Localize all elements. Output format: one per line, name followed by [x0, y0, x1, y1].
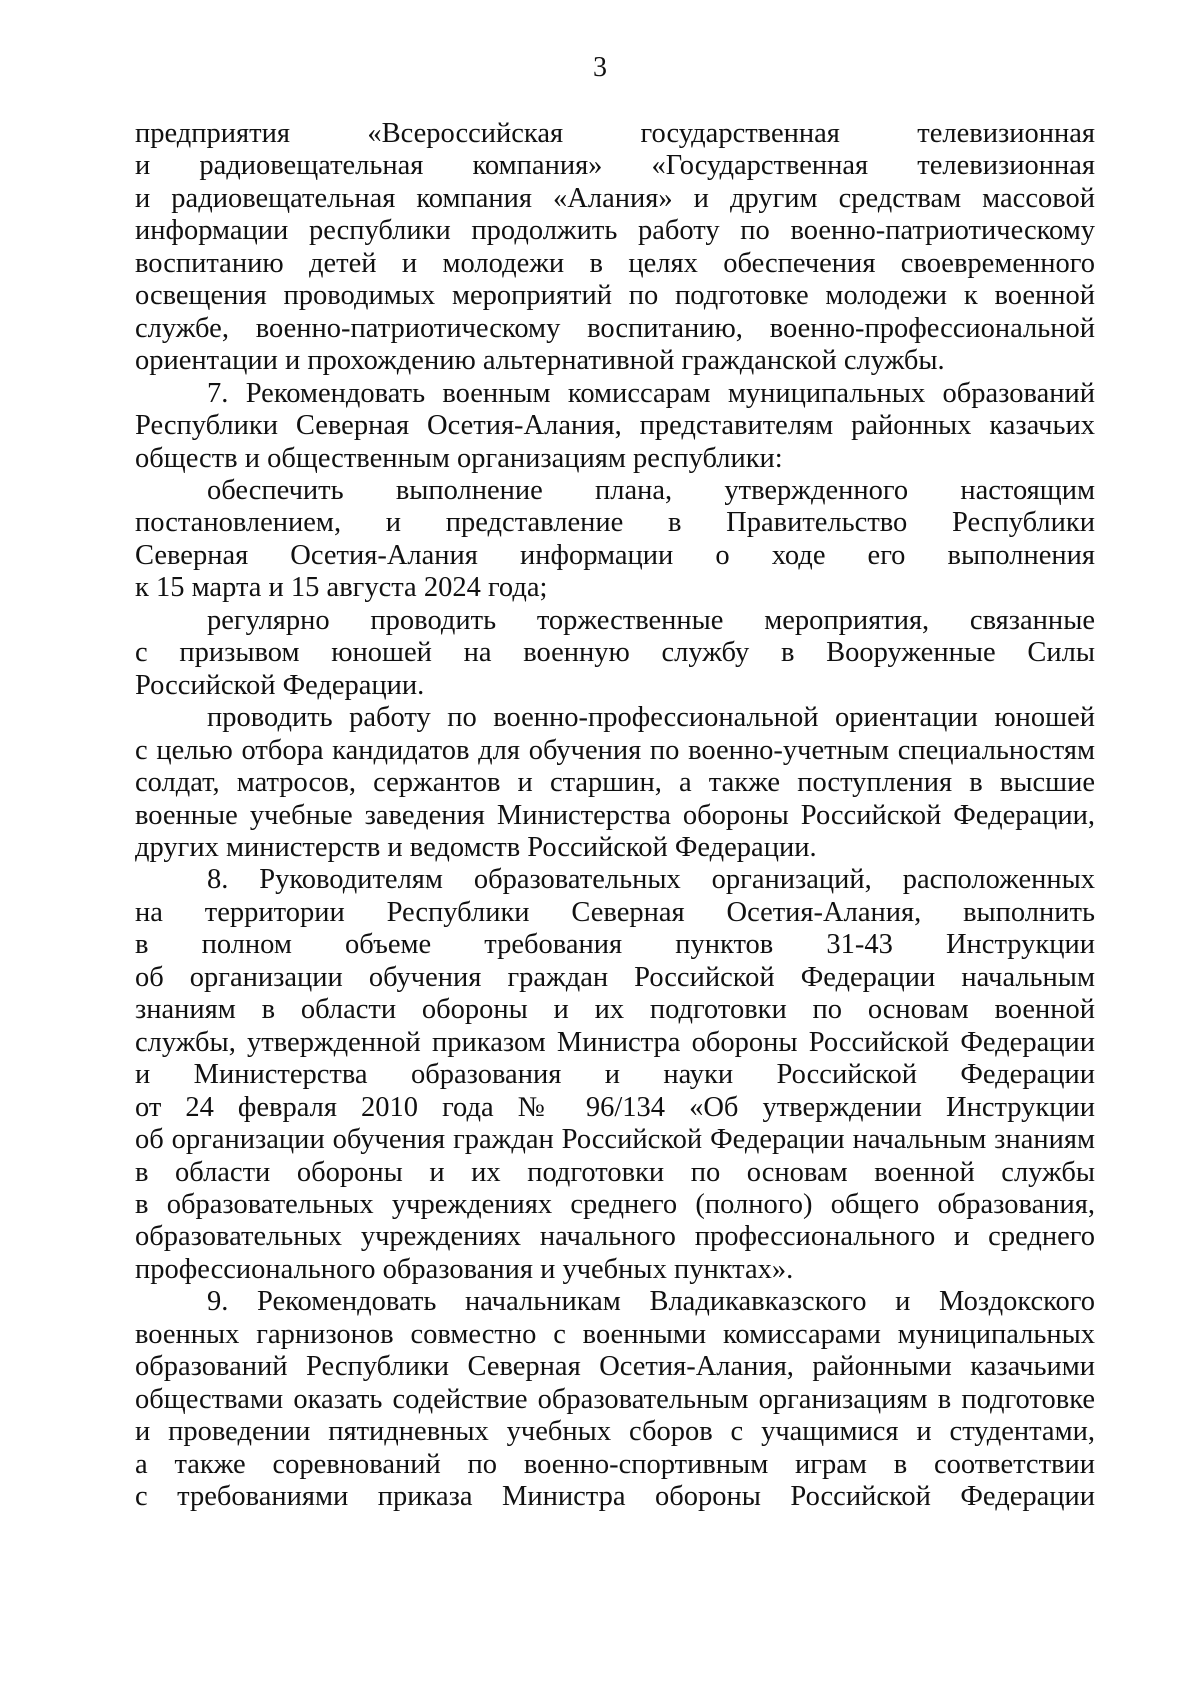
text-line: постановлением, и представление в Правительство Республики	[135, 507, 1095, 539]
text-line: обществ и общественным организациям республики:	[135, 442, 783, 474]
text-line: и радиовещательная компания» «Государственная телевизионная	[135, 150, 1095, 182]
text-line: воспитанию детей и молодежи в целях обеспечения своевременного	[135, 247, 1095, 279]
text-line: Российской Федерации.	[135, 669, 425, 701]
paragraph-item-8	[135, 864, 1095, 1286]
text-line: Республики Северная Осетия-Алания, представителям районных казачьих	[135, 410, 1095, 442]
page-number: 3	[593, 52, 607, 83]
text-line: службы, утвержденной приказом Министра обороны Российской Федерации	[135, 1026, 1095, 1058]
text-line: к 15 марта и 15 августа 2024 года;	[135, 572, 548, 604]
text-line: информации республики продолжить работу по военно-патриотическому	[135, 215, 1095, 247]
text-line: об организации обучения граждан Российской Федерации начальным	[135, 961, 1095, 993]
text-line: обеспечить выполнение плана, утвержденного настоящим	[207, 474, 1095, 506]
text-line: образований Республики Северная Осетия-Алания, районными казачьими	[135, 1351, 1095, 1383]
text-line: регулярно проводить торжественные мероприятия, связанные	[207, 604, 1095, 636]
text-line: и проведении пятидневных учебных сборов с учащимися и студентами,	[135, 1416, 1095, 1448]
text-line: в полном объеме требования пунктов 31-43 Инструкции	[135, 929, 1095, 961]
text-line: с требованиями приказа Министра обороны Российской Федерации	[135, 1481, 1095, 1513]
paragraph-orientation-work	[135, 702, 1095, 864]
text-line: с призывом юношей на военную службу в Вооруженные Силы	[135, 637, 1095, 669]
text-line: а также соревнований по военно-спортивным играм в соответствии	[135, 1448, 1095, 1480]
text-line: службе, военно-патриотическому воспитанию, военно-профессиональной	[135, 312, 1095, 344]
text-line: об организации обучения граждан Российской Федерации начальным знаниям	[135, 1124, 1095, 1156]
text-line: 7. Рекомендовать военным комиссарам муниципальных образований	[207, 377, 1095, 409]
text-line: профессионального образования и учебных пунктах».	[135, 1253, 794, 1285]
paragraph-media-recommendation	[135, 118, 1095, 378]
text-line: образовательных учреждениях начального профессионального и среднего	[135, 1221, 1095, 1253]
paragraph-item-9	[135, 1286, 1095, 1513]
paragraph-item-7	[135, 378, 1095, 475]
text-line: обществами оказать содействие образовательным организациям в подготовке	[135, 1383, 1095, 1415]
text-line: с целью отбора кандидатов для обучения по военно-учетным специальностям	[135, 734, 1095, 766]
text-line: освещения проводимых мероприятий по подготовке молодежи к военной	[135, 280, 1095, 312]
paragraph-ensure-plan	[135, 475, 1095, 605]
text-line: военные учебные заведения Министерства обороны Российской Федерации,	[135, 799, 1095, 831]
text-line: военных гарнизонов совместно с военными комиссарами муниципальных	[135, 1318, 1095, 1350]
text-line: в области обороны и их подготовки по основам военной службы	[135, 1156, 1095, 1188]
text-line: и радиовещательная компания «Алания» и другим средствам массовой	[135, 182, 1095, 214]
text-line: 8. Руководителям образовательных организаций, расположенных	[207, 864, 1095, 896]
document-body	[135, 118, 1095, 1513]
text-line: от 24 февраля 2010 года № 96/134 «Об утверждении Инструкции	[135, 1091, 1095, 1123]
text-line: в образовательных учреждениях среднего (полного) общего образования,	[135, 1188, 1095, 1220]
text-line: проводить работу по военно-профессиональной ориентации юношей	[207, 702, 1095, 734]
text-line: предприятия «Всероссийская государственная телевизионная	[135, 118, 1095, 149]
text-line: ориентации и прохождению альтернативной гражданской службы.	[135, 345, 945, 377]
text-line: солдат, матросов, сержантов и старшин, а также поступления в высшие	[135, 767, 1095, 799]
text-line: на территории Республики Северная Осетия-Алания, выполнить	[135, 896, 1095, 928]
text-line: Северная Осетия-Алания информации о ходе его выполнения	[135, 539, 1095, 571]
text-line: и Министерства образования и науки Российской Федерации	[135, 1059, 1095, 1091]
text-line: знаниям в области обороны и их подготовки по основам военной	[135, 994, 1095, 1026]
text-line: других министерств и ведомств Российской Федерации.	[135, 831, 817, 863]
paragraph-ceremonies	[135, 605, 1095, 702]
text-line: 9. Рекомендовать начальникам Владикавказского и Моздокского	[207, 1286, 1095, 1318]
